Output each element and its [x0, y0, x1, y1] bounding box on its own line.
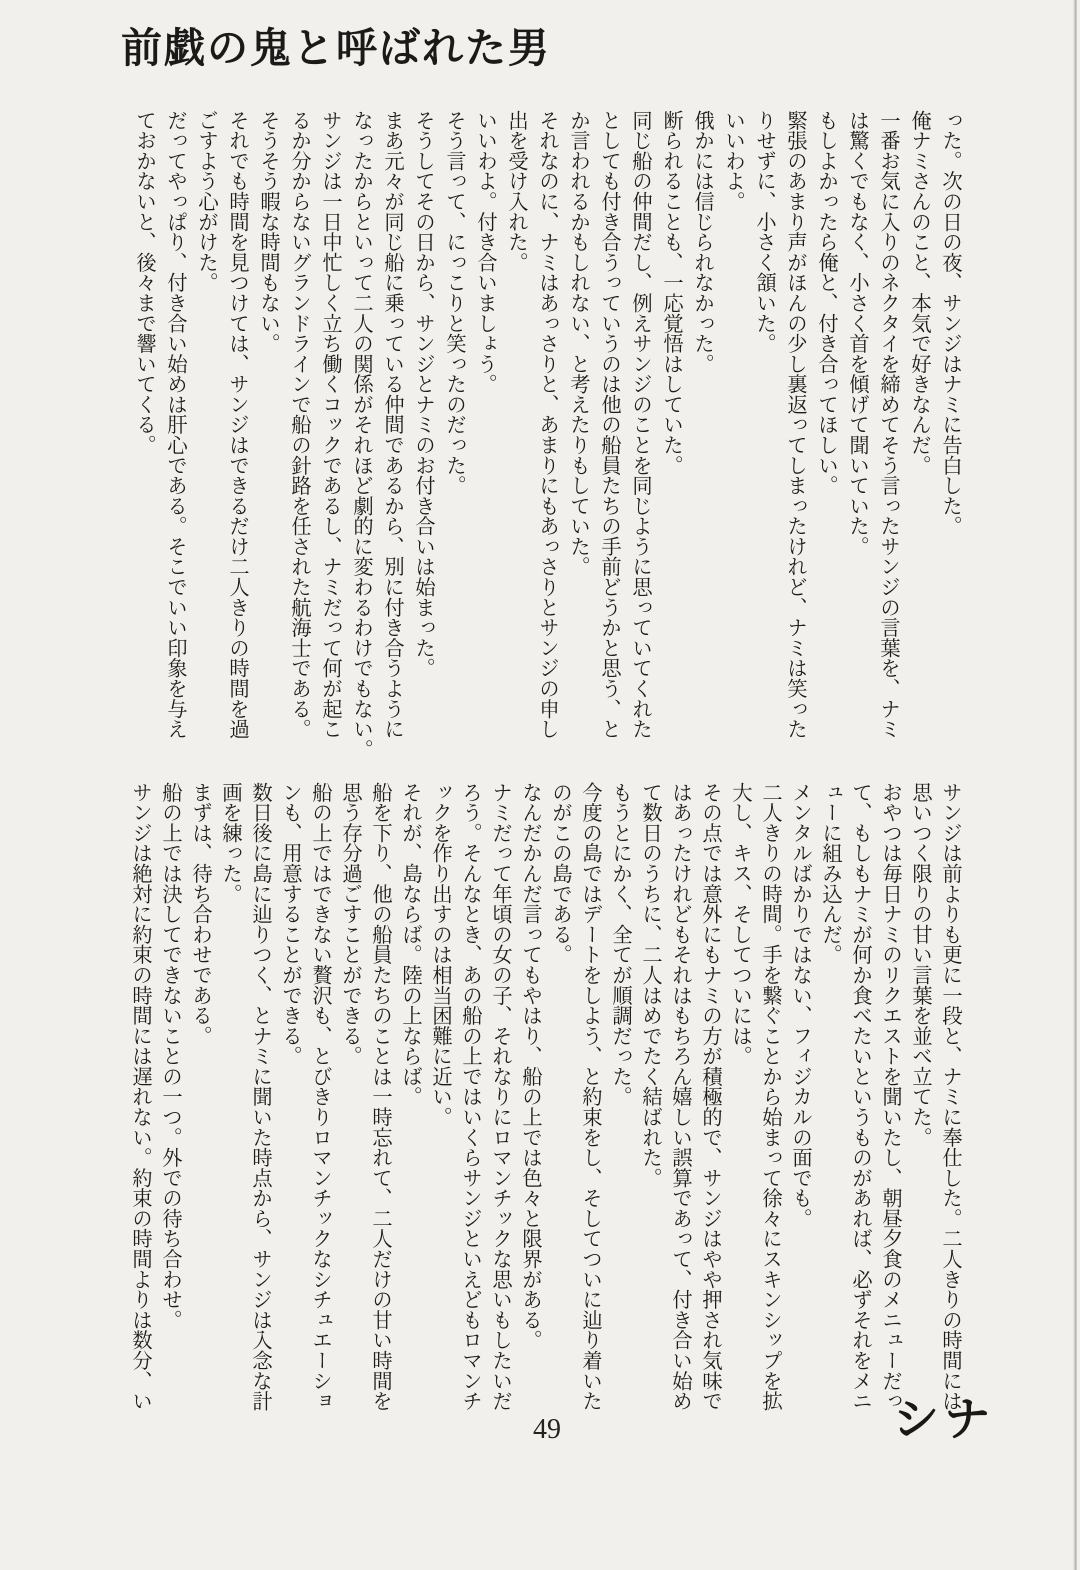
text-column: 一番お気に入りのネクタイを締めてそう言ったサンジの言葉を、ナミ — [877, 110, 899, 739]
page-number: 49 — [533, 1414, 561, 1445]
text-column: のがこの島である。 — [549, 782, 571, 965]
text-column: いいわよ。付き合いましょう。 — [474, 110, 496, 395]
text-column: ンも、用意することができる。 — [279, 782, 301, 1067]
text-column: まずは、待ち合わせである。 — [189, 782, 211, 1046]
text-column: いいわよ。 — [722, 110, 744, 212]
text-column: 同じ船の仲間だし、例えサンジのことを同じように思っていてくれた — [629, 110, 651, 739]
text-column: サンジは絶対に約束の時間には遅れない。約束の時間よりは数分、い — [129, 782, 151, 1411]
text-column: なんだかんだ言ってもやはり、船の上では色々と限界がある。 — [519, 782, 541, 1351]
text-column: か言われるかもしれない、と考えたりもしていた。 — [567, 110, 589, 577]
text-column: 画を練った。 — [219, 782, 241, 904]
text-column: りせずに、小さく頷いた。 — [753, 110, 775, 354]
text-column: 今度の島ではデートをしよう、と約束をし、そしてついに辿り着いた — [579, 782, 601, 1411]
text-column: だってやっぱり、付き合い始めは肝心である。そこでいい印象を与え — [164, 110, 186, 739]
text-column: それが、島ならば。陸の上ならば。 — [399, 782, 421, 1107]
text-column: 大し、キス、そしてついには。 — [729, 782, 751, 1067]
text-column: 数日後に島に辿りつく、とナミに聞いた時点から、サンジは入念な計 — [249, 782, 271, 1411]
page-title: 前戯の鬼と呼ばれた男 — [121, 25, 551, 71]
text-column: 緊張のあまり声がほんの少し裏返ってしまったけれど、ナミは笑った — [784, 110, 806, 739]
text-column: サンジは一日中忙しく立ち働くコックであるし、ナミだって何が起こ — [319, 110, 341, 739]
text-column: もうとにかく、全てが順調だった。 — [609, 782, 631, 1107]
vertical-text-block-2 — [125, 782, 965, 1446]
text-column: 船の上ではできない贅沢も、とびきりロマンチックなシチュエーショ — [309, 782, 331, 1411]
text-column: サンジは前よりも更に一段と、ナミに奉仕した。二人きりの時間には — [939, 782, 961, 1411]
text-column: おやつは毎日ナミのリクエストを聞いたし、朝昼夕食のメニューだっ — [879, 782, 901, 1411]
text-column: ろう。そんなとき、あの船の上ではいくらサンジといえどもロマンチ — [459, 782, 481, 1411]
scan-edge-shadow — [1073, 0, 1077, 1570]
text-column: 俄かには信じられなかった。 — [691, 110, 713, 374]
text-column: ナミだって年頃の女の子、それなりにロマンチックな思いもしたいだ — [489, 782, 511, 1411]
text-column: 出を受け入れた。 — [505, 110, 527, 273]
text-column: 船を下り、他の船員たちのことは一時忘れて、二人だけの甘い時間を — [369, 782, 391, 1411]
text-column: 俺ナミさんのこと、本気で好きなんだ。 — [908, 110, 930, 476]
text-column: そうそう暇な時間もない。 — [257, 110, 279, 354]
text-column: 船の上では決してできないことの一つ。外での待ち合わせ。 — [159, 782, 181, 1330]
text-column: ておかないと、後々まで響いてくる。 — [133, 110, 155, 455]
text-column: 思いつく限りの甘い言葉を並べ立てた。 — [909, 782, 931, 1148]
text-column: それでも時間を見つけては、サンジはできるだけ二人きりの時間を過 — [226, 110, 248, 739]
text-column: て数日のうちに、二人はめでたく結ばれた。 — [639, 782, 661, 1188]
text-column: 二人きりの時間。手を繋ぐことから始まって徐々にスキンシップを拡 — [759, 782, 781, 1411]
text-column: 思う存分過ごすことができる。 — [339, 782, 361, 1067]
vertical-text-block-1 — [128, 110, 965, 774]
text-column: ューに組み込んだ。 — [819, 782, 841, 965]
text-column: メンタルばかりではない、フィジカルの面でも。 — [789, 782, 811, 1229]
text-column: は驚くでもなく、小さく首を傾げて聞いていた。 — [846, 110, 868, 557]
text-column: ごすよう心がけた。 — [195, 110, 217, 293]
text-column: そうしてその日から、サンジとナミのお付き合いは始まった。 — [412, 110, 434, 679]
corner-label: シナ — [893, 1393, 995, 1445]
text-column: て、もしもナミが何か食べたいというものがあれば、必ずそれをメニ — [849, 782, 871, 1411]
text-column: まあ元々が同じ船に乗っている仲間であるから、別に付き合うように — [381, 110, 403, 739]
text-column: 断られることも、一応覚悟はしていた。 — [660, 110, 682, 476]
text-column: はあったけれどもそれはもちろん嬉しい誤算であって、付き合い始め — [669, 782, 691, 1411]
text-column: るか分からないグランドラインで船の針路を任された航海士である。 — [288, 110, 310, 739]
text-column: った。次の日の夜、サンジはナミに告白した。 — [939, 110, 961, 537]
text-column: それなのに、ナミはあっさりと、あまりにもあっさりとサンジの申し — [536, 110, 558, 739]
text-column: そう言って、にっこりと笑ったのだった。 — [443, 110, 465, 496]
text-column: としても付き合うっていうのは他の船員たちの手前どうかと思う、と — [598, 110, 620, 739]
text-column: なったからといって二人の関係がそれほど劇的に変わるわけでもない。 — [350, 110, 372, 760]
text-column: その点では意外にもナミの方が積極的で、サンジはやや押され気味で — [699, 782, 721, 1411]
text-column: もしよかったら俺と、付き合ってほしい。 — [815, 110, 837, 496]
text-column: ックを作り出すのは相当困難に近い。 — [429, 782, 451, 1127]
